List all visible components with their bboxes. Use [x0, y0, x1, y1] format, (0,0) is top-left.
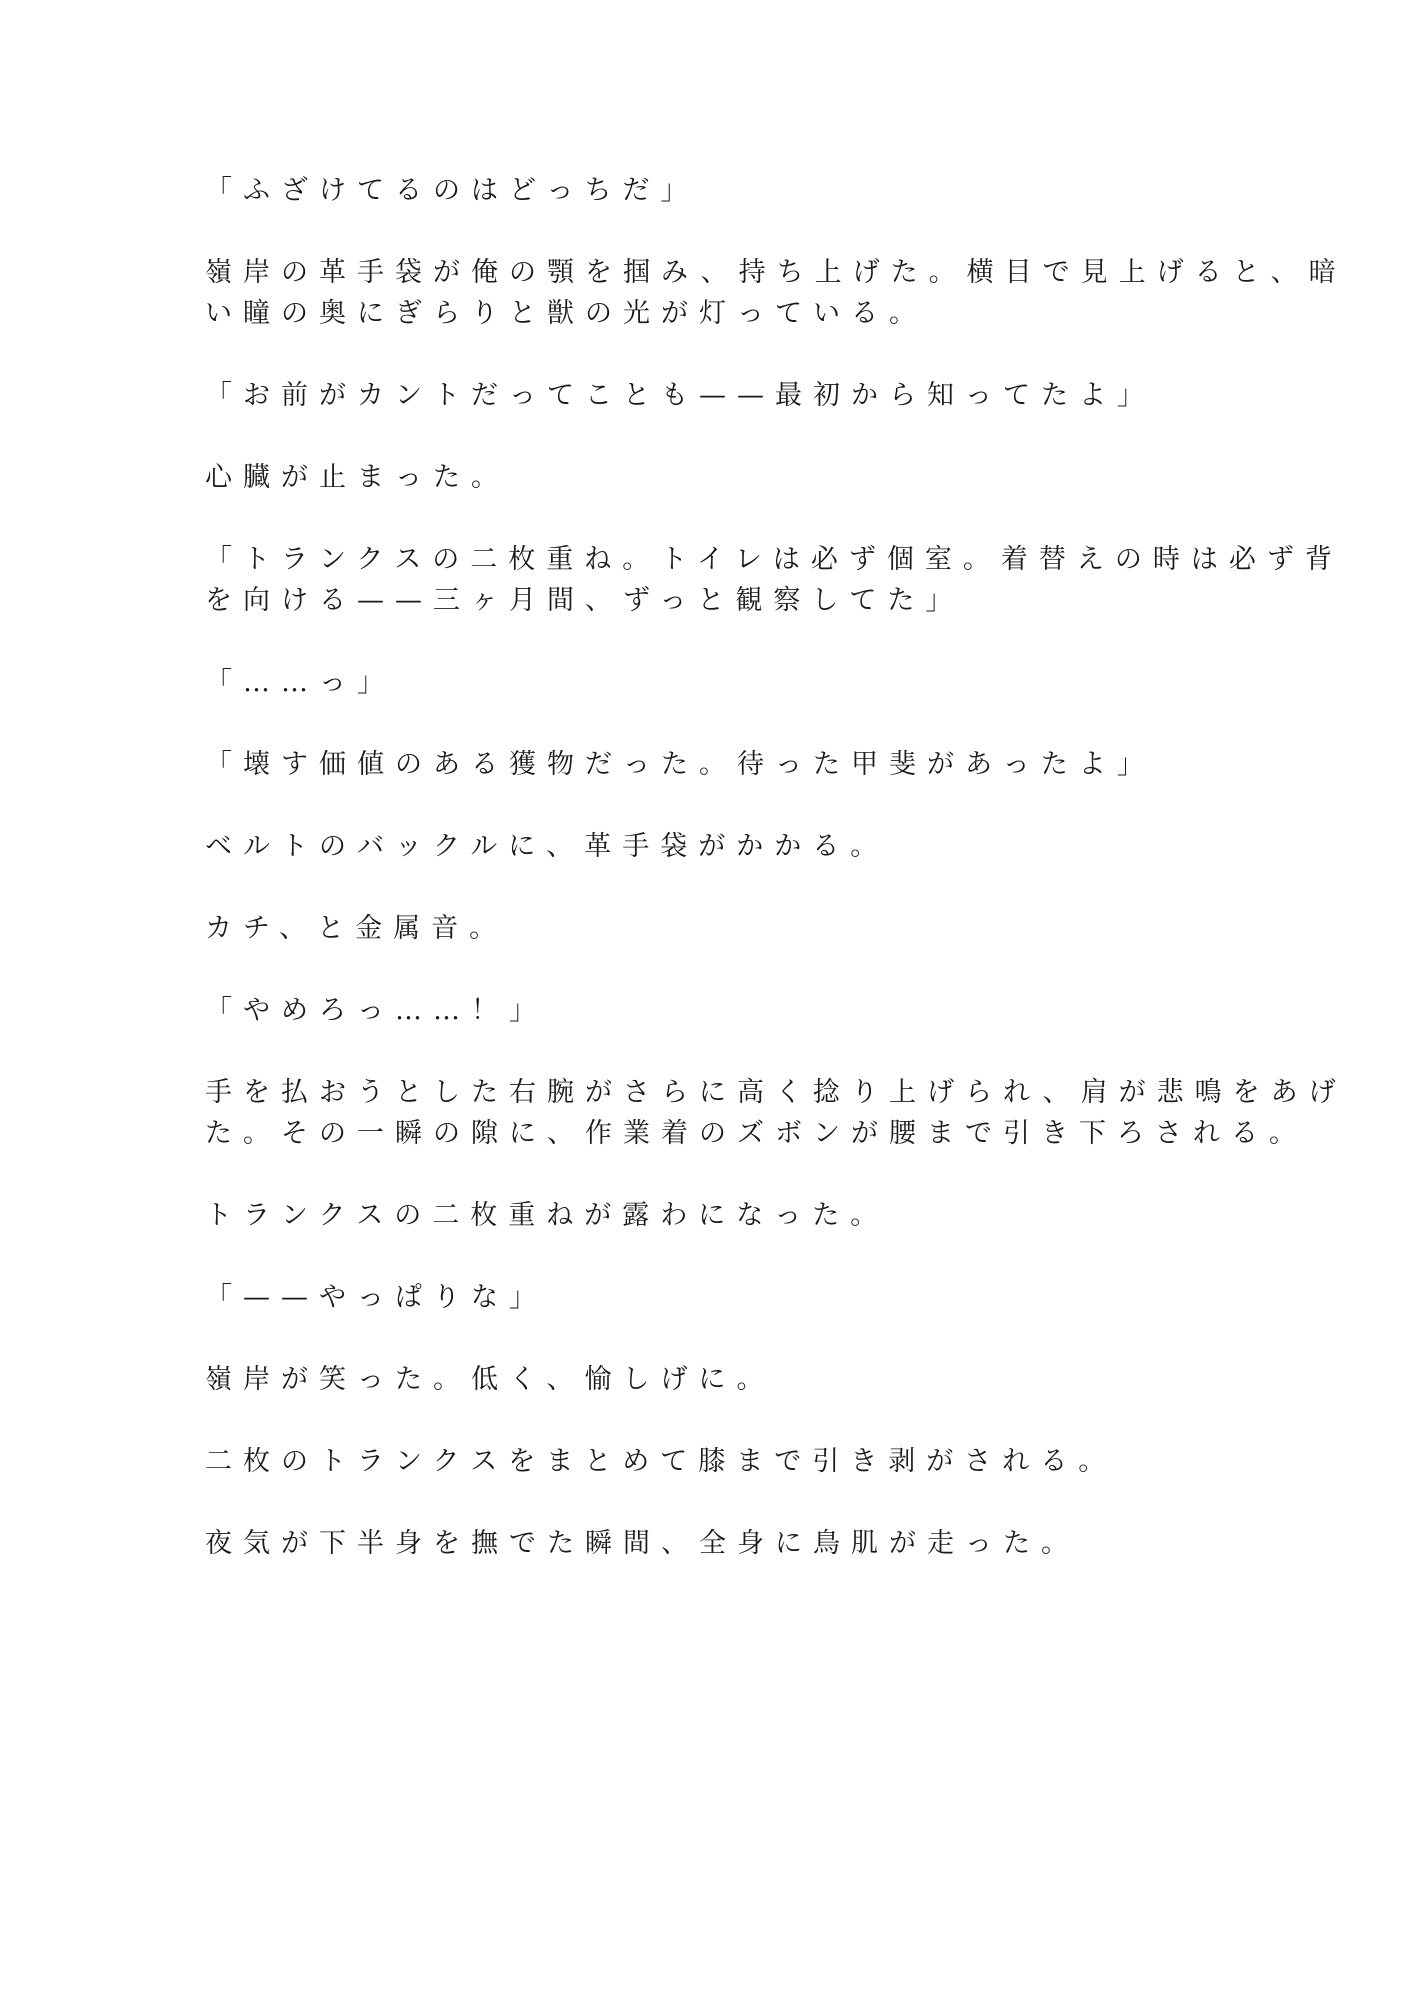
text-line: 「壊す価値のある獲物だった。待った甲斐があったよ」 — [205, 749, 1155, 780]
paragraph — [205, 375, 1215, 416]
paragraph — [205, 662, 1215, 703]
paragraph — [205, 1195, 1215, 1236]
text-line: 「……っ」 — [205, 667, 395, 698]
paragraph — [205, 170, 1215, 211]
paragraph — [205, 908, 1215, 949]
paragraph — [205, 539, 1343, 621]
text-line: カチ、と金属音。 — [205, 913, 508, 944]
paragraph — [205, 1359, 1215, 1400]
text-line: 「やめろっ……！」 — [205, 995, 547, 1026]
text-line: 心臓が止まった。 — [205, 462, 509, 493]
paragraph — [205, 990, 1215, 1031]
paragraph — [205, 1441, 1215, 1482]
text-line: 嶺岸の革手袋が俺の顎を掴み、持ち上げた。横目で見上げると、暗 — [205, 257, 1347, 288]
text-line: トランクスの二枚重ねが露わになった。 — [205, 1200, 889, 1231]
text-line: 「お前がカントだってことも——最初から知ってたよ」 — [205, 380, 1155, 411]
text-line: 夜気が下半身を撫でた瞬間、全身に鳥肌が走った。 — [205, 1528, 1079, 1559]
paragraph — [205, 1523, 1215, 1564]
text-line: 二枚のトランクスをまとめて膝まで引き剥がされる。 — [205, 1446, 1117, 1477]
paragraph — [205, 826, 1215, 867]
text-line: い瞳の奥にぎらりと獣の光が灯っている。 — [205, 298, 927, 329]
paragraph — [205, 1072, 1347, 1154]
body-text — [205, 170, 1347, 1605]
paragraph — [205, 1277, 1215, 1318]
text-line: ベルトのバックルに、革手袋がかかる。 — [205, 831, 889, 862]
paragraph — [205, 744, 1215, 785]
text-line: 「——やっぱりな」 — [205, 1282, 547, 1313]
text-line: 「トランクスの二枚重ね。トイレは必ず個室。着替えの時は必ず背 — [205, 544, 1343, 575]
paragraph — [205, 252, 1347, 334]
text-line: 嶺岸が笑った。低く、愉しげに。 — [205, 1364, 775, 1395]
text-line: た。その一瞬の隙に、作業着のズボンが腰まで引き下ろされる。 — [205, 1118, 1307, 1149]
paragraph — [205, 457, 1215, 498]
text-line: を向ける——三ヶ月間、ずっと観察してた」 — [205, 585, 964, 616]
text-line: 手を払おうとした右腕がさらに高く捻り上げられ、肩が悲鳴をあげ — [205, 1077, 1347, 1108]
text-line: 「ふざけてるのはどっちだ」 — [205, 175, 699, 206]
